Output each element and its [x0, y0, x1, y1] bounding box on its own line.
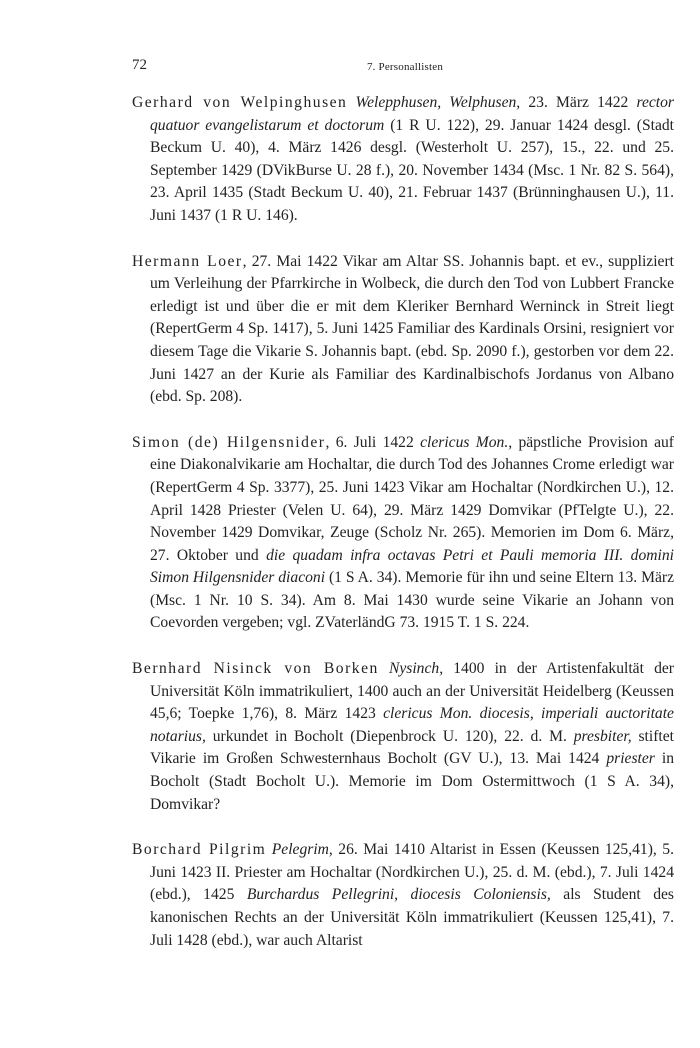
entry-loer: Hermann Loer, 27. Mai 1422 Vikar am Altar SS. Johannis bapt. et ev., suppliziert um Verleihung der Pfarrkirche in Wolbeck, die durch den Tod von Lubbert Francke erledigt ist und über die er mit dem Kleriker Bernhard Werninck in Streit liegt (RepertGerm 4 Sp. 1417), 5. Juni 1425 Familiar des Kardinals Orsini, resigniert vor diesem Tage die Vikarie S. Johannis bapt. (ebd. Sp. 2090 f.), gestorben vor dem 22. Juni 1427 an der Kurie als Familiar des Kardinalbischofs Jordanus von Albano (ebd. Sp. 208).: [132, 252, 674, 406]
page-number: 72: [132, 57, 147, 73]
entry-name: Bernhard Nisinck von Borken: [132, 660, 379, 678]
entry-nisinck: Bernhard Nisinck von Borken Nysinch, 1400 in der Artistenfakultät der Universität Köln immatrikuliert, 1400 auch an der Universität Heidelberg (Keussen 45,6; Toepke 1,76), 8. März 1423 clericus Mon. diocesis, imperiali auctoritate notarius, urkundet in Bocholt (Diepenbrock U. 120), 22. d. M. presbiter, stiftet Vikarie im Großen Schwesternhaus Bocholt (GV U.), 13. Mai 1424 priester in Bocholt (Stadt Bocholt U.). Memorie im Dom Ostermittwoch (1 S A. 34), Domvikar?: [132, 660, 674, 813]
entry-welpinghusen: Gerhard von Welpinghusen Welepphusen, Welphusen, 23. März 1422 rector quatuor evangelistarum et doctorum (1 R U. 122), 29. Januar 1424 desgl. (Stadt Beckum U. 40), 4. März 1426 desgl. (Westerholt U. 257), 15., 22. und 25. September 1429 (DVikBurse U. 28 f.), 20. November 1434 (Msc. 1 Nr. 82 S. 564), 23. April 1435 (Stadt Beckum U. 40), 21. Februar 1437 (Brünninghausen U.), 11. Juni 1437 (1 R U. 146).: [132, 94, 674, 224]
entry-name: Borchard Pilgrim: [132, 841, 267, 859]
entry-name: Gerhard von Welpinghusen: [132, 94, 348, 111]
entry-name: Hermann Loer: [132, 252, 243, 270]
entry-name: Simon (de) Hilgensnider: [132, 433, 326, 451]
entry-pilgrim: Borchard Pilgrim Pelegrim, 26. Mai 1410 Altarist in Essen (Keussen 125,41), 5. Juni 1423 II. Priester am Hochaltar (Nordkirchen U.), 25. d. M. (ebd.), 7. Juli 1424 (ebd.), 1425 Burchardus Pellegrini, diocesis Coloniensis, als Student des kanonischen Rechts an der Universität Köln immatrikuliert (Keussen 125,41), 7. Juli 1428 (ebd.), war auch Altarist: [132, 841, 674, 949]
entry-hilgensnider: Simon (de) Hilgensnider, 6. Juli 1422 clericus Mon., päpstliche Provision auf eine Diakonalvikarie am Hochaltar, die durch Tod des Johannes Crome erledigt war (RepertGerm 4 Sp. 3377), 25. Juni 1423 Vikar am Hochaltar (Nordkirchen U.), 12. April 1428 Priester (Velen U. 64), 29. März 1429 Domvikar (PfTelgte U.), 22. November 1429 Domvikar, Zeuge (Scholz Nr. 265). Memorien im Dom 6. März, 27. Oktober und die quadam infra octavas Petri et Pauli memoria III. domini Simon Hilgensnider diaconi (1 S A. 34). Memorie für ihn und seine Eltern 13. März (Msc. 1 Nr. 10 S. 34). Am 8. Mai 1430 wurde seine Vikarie an Johann von Coevorden vergeben; vgl. ZVaterländG 73. 1915 T. 1 S. 224.: [132, 433, 675, 632]
running-head: 7. Personallisten: [366, 61, 444, 73]
entry-list: [132, 92, 674, 975]
